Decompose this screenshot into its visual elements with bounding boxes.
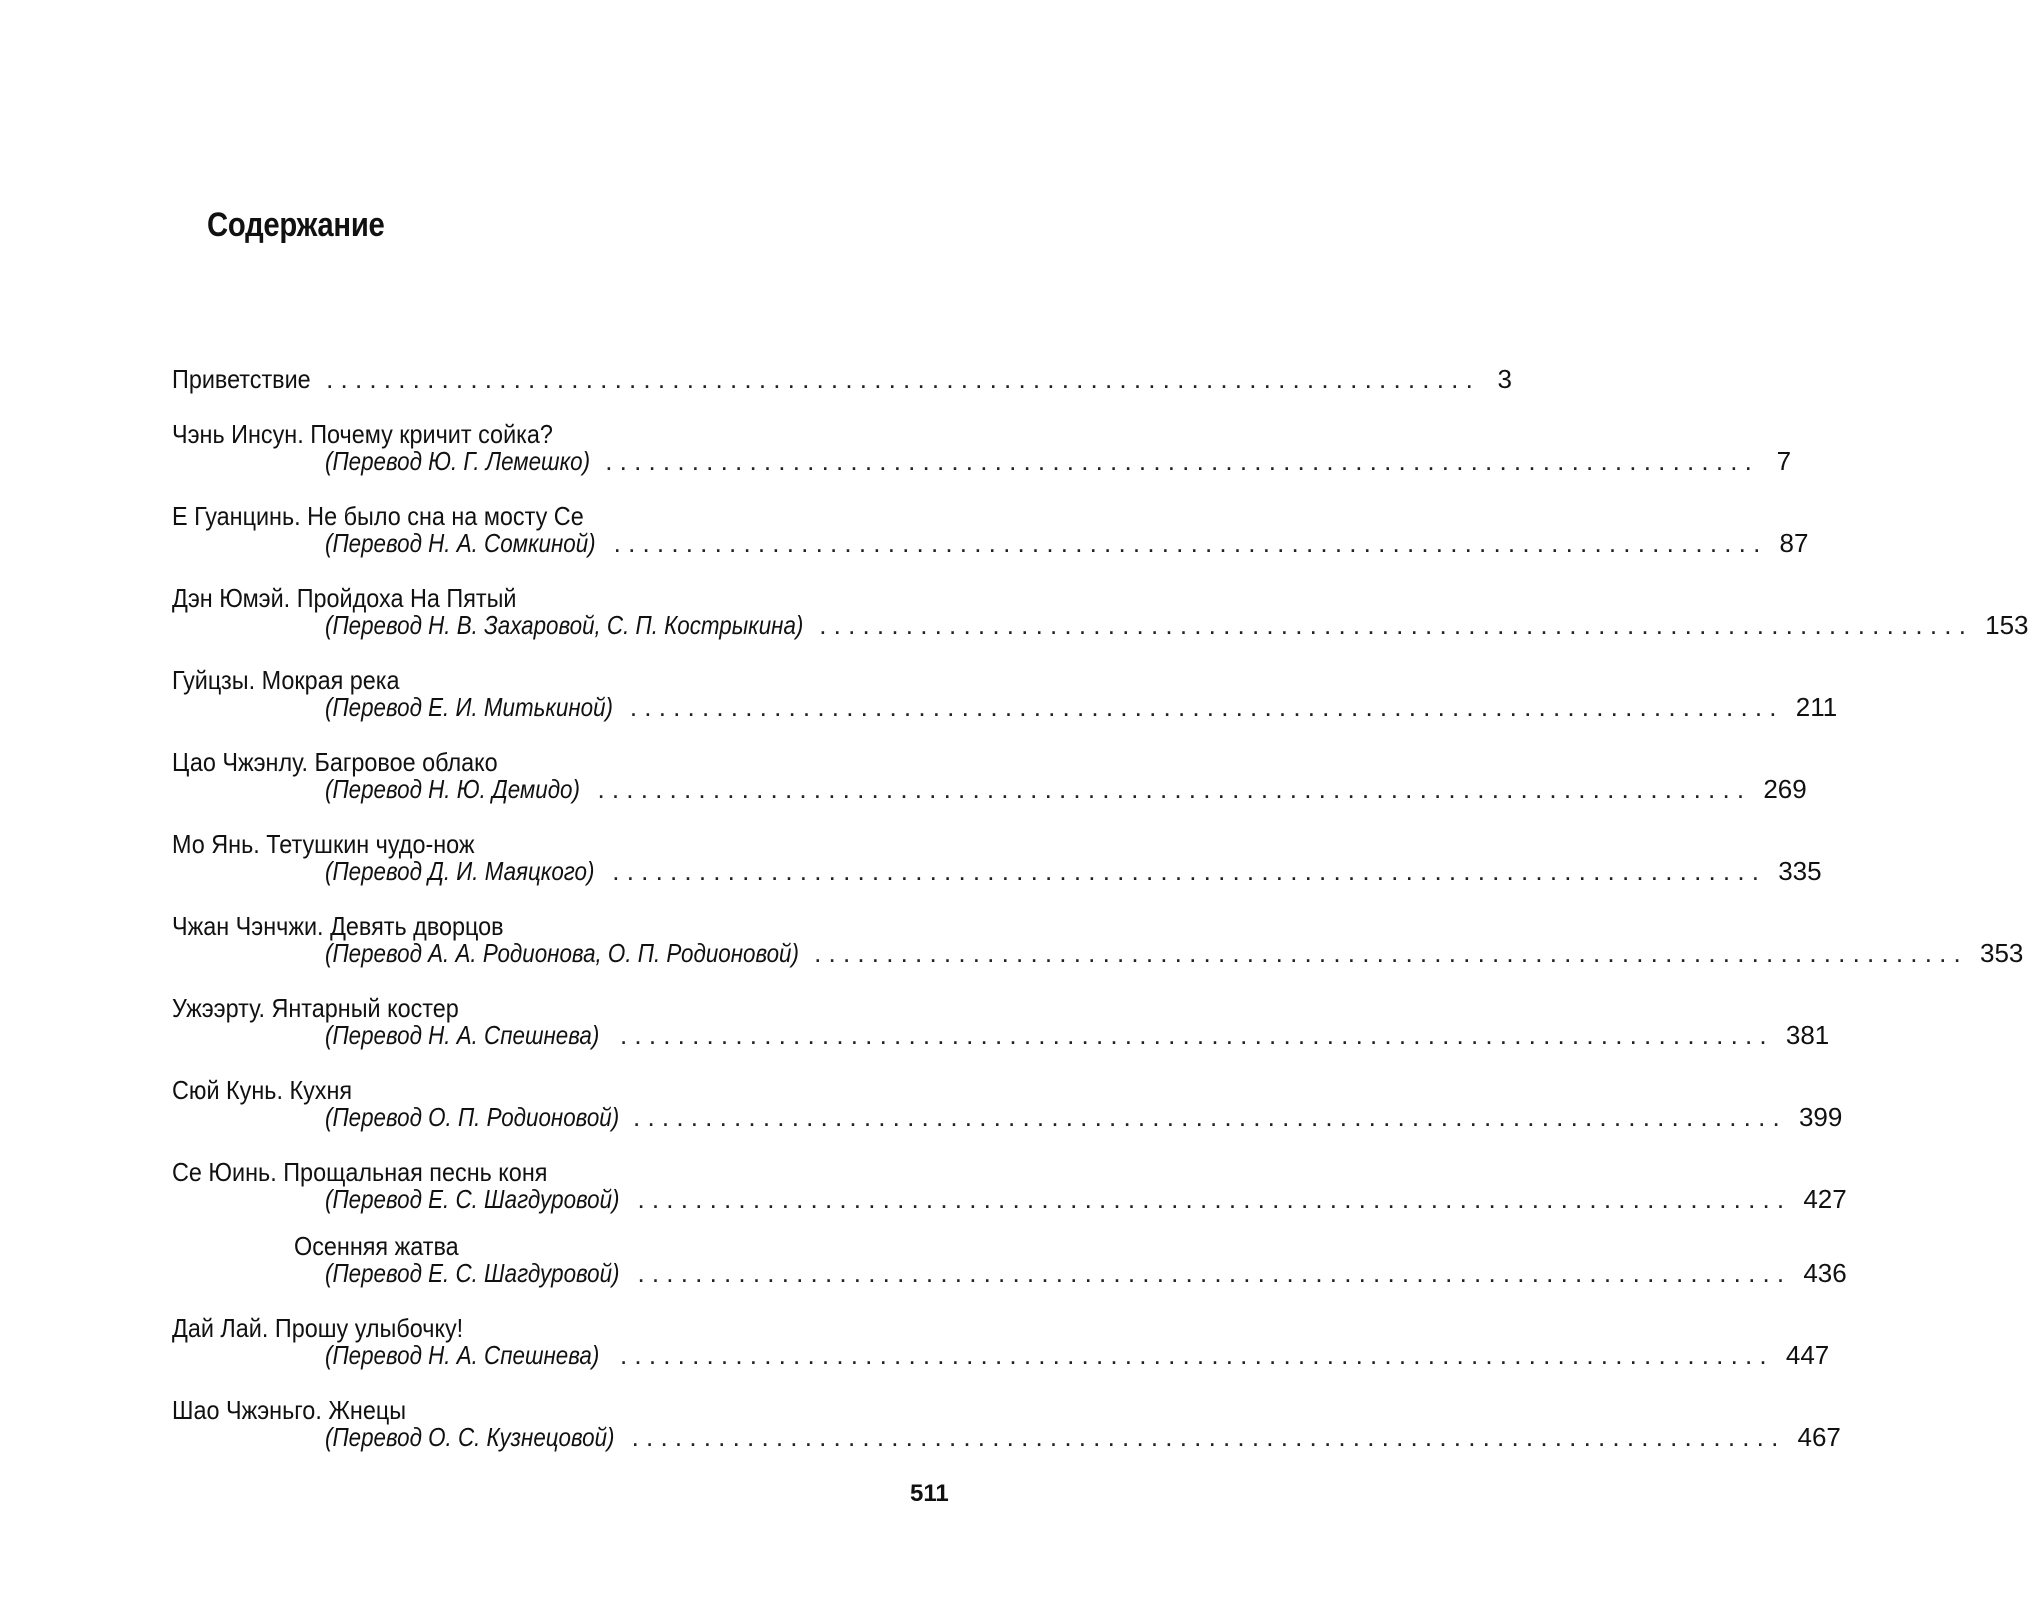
toc-entry-row[interactable] <box>325 855 1822 887</box>
toc-entry-title[interactable]: Ужээрту. Янтарный костер <box>172 993 459 1023</box>
toc-entry-row[interactable] <box>325 609 2029 641</box>
toc-entry-title[interactable]: Сюй Кунь. Кухня <box>172 1075 353 1105</box>
dot-leader: ................................................................................ <box>597 774 1752 804</box>
toc-translator: (Перевод Н. А. Спешнева) <box>325 1020 600 1050</box>
dot-leader: ................................................................................ <box>637 1258 1792 1288</box>
toc-entry-row[interactable] <box>325 527 1809 559</box>
toc-entry-title[interactable]: Мо Янь. Тетушкин чудо-нож <box>172 829 475 859</box>
toc-entry-row[interactable] <box>325 691 1838 723</box>
toc-translator: (Перевод А. А. Родионова, О. П. Родионовой) <box>325 938 799 968</box>
toc-page-number: 436 <box>1803 1258 1847 1288</box>
toc-entry-title[interactable]: Шао Чжэньго. Жнецы <box>172 1395 407 1425</box>
toc-page-number: 87 <box>1779 528 1809 558</box>
toc-translator: (Перевод Н. В. Захаровой, С. П. Кострыкина) <box>325 610 804 640</box>
toc-page-number: 269 <box>1763 774 1807 804</box>
toc-page-number: 399 <box>1798 1102 1843 1132</box>
page-number: 511 <box>910 1480 949 1507</box>
dot-leader: ................................................................................ <box>605 446 1760 476</box>
toc-page-number: 381 <box>1785 1020 1830 1050</box>
toc-entry-row[interactable] <box>325 1257 1847 1289</box>
dot-leader: ................................................................................ <box>633 1102 1787 1132</box>
dot-leader: ................................................................................ <box>619 1020 1774 1050</box>
toc-entry-row[interactable] <box>172 363 1512 395</box>
toc-page-number: 153 <box>1985 610 2029 640</box>
toc-entry-title[interactable]: Е Гуанцинь. Не было сна на мосту Се <box>172 501 584 531</box>
toc-entry-row[interactable] <box>325 773 1807 805</box>
toc-entry-row[interactable] <box>325 1339 1830 1371</box>
toc-entry-row[interactable] <box>325 1101 1843 1133</box>
toc-entry-row[interactable] <box>325 445 1792 477</box>
toc-entry-title[interactable]: Чэнь Инсун. Почему кричит сойка? <box>172 419 553 449</box>
toc-page-number: 427 <box>1803 1184 1847 1214</box>
toc-page-number: 353 <box>1979 938 2024 968</box>
dot-leader: ................................................................................ <box>619 1340 1774 1370</box>
dot-leader: ................................................................................ <box>819 610 1974 640</box>
toc-entry-title[interactable]: Дэн Юмэй. Пройдоха На Пятый <box>172 583 517 613</box>
page-title: Содержание <box>207 206 385 244</box>
toc-entry-title[interactable]: Цао Чжэнлу. Багровое облако <box>172 747 498 777</box>
dot-leader: ................................................................................ <box>326 364 1480 394</box>
toc-translator: (Перевод Е. И. Митькиной) <box>325 692 613 722</box>
toc-page-number: 335 <box>1778 856 1822 886</box>
toc-translator: (Перевод Е. С. Шагдуровой) <box>325 1184 620 1214</box>
toc-page-number: 447 <box>1785 1340 1830 1370</box>
dot-leader: ................................................................................ <box>613 528 1768 558</box>
toc-entry-title[interactable]: Чжан Чэнчжи. Девять дворцов <box>172 911 504 941</box>
dot-leader: ................................................................................ <box>814 938 1968 968</box>
toc-entry-title[interactable]: Се Юинь. Прощальная песнь коня <box>172 1157 548 1187</box>
toc-entry-title[interactable]: Гуйцзы. Мокрая река <box>172 665 400 695</box>
toc-translator: (Перевод Н. А. Спешнева) <box>325 1340 600 1370</box>
toc-entry-row[interactable] <box>325 1019 1830 1051</box>
toc-translator: (Перевод О. С. Кузнецовой) <box>325 1422 615 1452</box>
toc-translator: (Перевод Ю. Г. Лемешко) <box>325 446 591 476</box>
dot-leader: ................................................................................ <box>631 1422 1786 1452</box>
toc-entry-title: Приветствие <box>172 364 311 394</box>
toc-translator: (Перевод Е. С. Шагдуровой) <box>325 1258 620 1288</box>
toc-entry-row[interactable] <box>325 937 2024 969</box>
toc-entry-title[interactable]: Осенняя жатва <box>294 1231 459 1261</box>
toc-entry-row[interactable] <box>325 1183 1847 1215</box>
toc-entry-row[interactable] <box>325 1421 1841 1453</box>
dot-leader: ................................................................................ <box>629 692 1784 722</box>
toc-translator: (Перевод Д. И. Маяцкого) <box>325 856 595 886</box>
toc-page-number: 467 <box>1797 1422 1841 1452</box>
toc-page-number: 3 <box>1497 364 1512 394</box>
toc-page-number: 7 <box>1776 446 1792 476</box>
toc-translator: (Перевод О. П. Родионовой) <box>325 1102 620 1132</box>
dot-leader: ................................................................................ <box>612 856 1767 886</box>
toc-page-number: 211 <box>1795 692 1838 722</box>
toc-translator: (Перевод Н. Ю. Демидо) <box>325 774 580 804</box>
toc-translator: (Перевод Н. А. Сомкиной) <box>325 528 596 558</box>
dot-leader: ................................................................................ <box>637 1184 1792 1214</box>
toc-entry-title[interactable]: Дай Лай. Прошу улыбочку! <box>172 1313 464 1343</box>
